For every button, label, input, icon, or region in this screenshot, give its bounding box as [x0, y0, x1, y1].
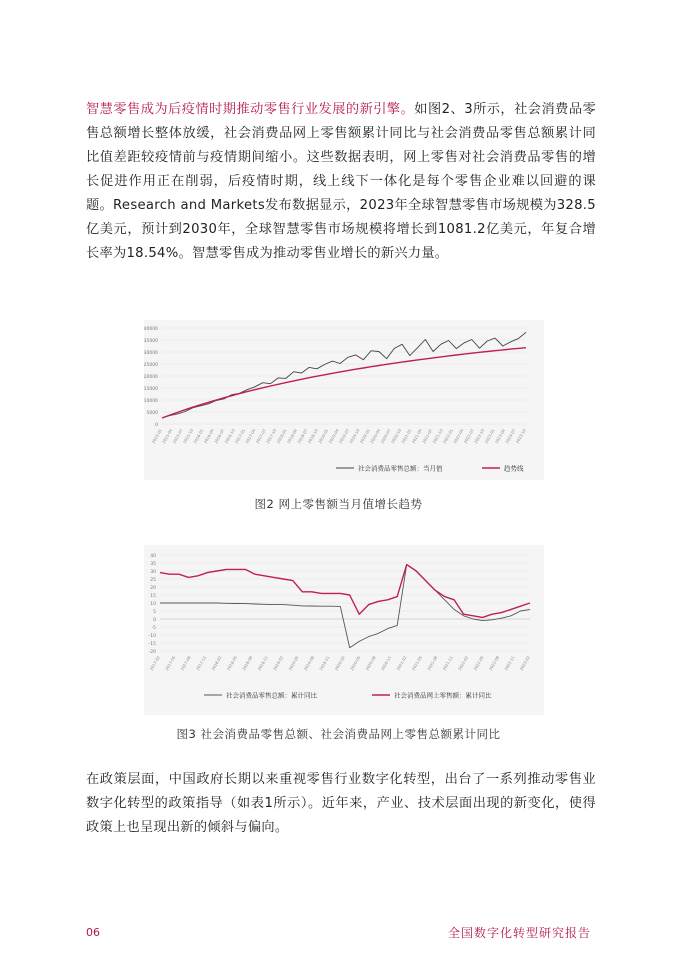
x-tick-label: 2023-04 — [493, 428, 507, 445]
y-tick-label: 0 — [153, 618, 156, 623]
y-tick-label: 40000 — [144, 327, 158, 332]
y-tick-label: -5 — [151, 626, 156, 631]
x-tick-label: 2015-10 — [181, 428, 195, 445]
y-tick-label: 25000 — [144, 363, 158, 368]
x-tick-label: 2017-08 — [179, 655, 192, 672]
policy-paragraph: 在政策层面，中国政府长期以来重视零售行业数字化转型，出台了一系列推动零售业数字化转型的政策指导（如表1所示）。近年来，产业、技术层面出现的新变化，使得政策上也呈现出新的倾斜与偏向。 — [86, 772, 596, 835]
x-tick-label: 2017-10 — [264, 428, 278, 445]
intro-body: 如图2、3所示，社会消费品零售总额增长整体放缓，社会消费品网上零售额累计同比与社会消费品零售总额累计同比值差距较疫情前与疫情期间缩小。这些数据表明，网上零售对社会消费品零售的增长促进作用正在削弱，后疫情时期，线上线下一体化是每个零售企业难以回避的课题。Research and Markets发布数据显示，2023年全球智慧零售市场规模为328.5亿美元，预计到2030年，全球智慧零售市场规模将增长到1081.2亿美元，年复合增长率为18.54%。智慧零售成为推动零售业增长的新兴力量。 — [86, 102, 596, 261]
x-tick-label: 2021-07 — [420, 428, 434, 445]
x-tick-label: 2023-10 — [514, 428, 527, 445]
x-tick-label: 2019-01 — [316, 428, 330, 445]
x-tick-label: 2020-07 — [379, 428, 392, 445]
x-tick-label: 2019-10 — [348, 428, 361, 445]
x-tick-label: 2015-04 — [160, 428, 174, 445]
chart-cumulative-yoy — [144, 545, 544, 715]
y-tick-label: 5 — [153, 610, 156, 615]
x-tick-label: 2020-08 — [364, 655, 377, 672]
x-tick-label: 2018-07 — [296, 428, 309, 445]
x-tick-label: 2019-11 — [318, 655, 331, 672]
x-tick-label: 2022-01 — [441, 428, 455, 445]
y-tick-label: 10000 — [144, 399, 158, 404]
series-line-2 — [160, 565, 530, 618]
y-tick-label: -15 — [148, 642, 156, 647]
x-tick-label: 2015-07 — [171, 428, 184, 445]
y-tick-label: 35 — [150, 562, 156, 567]
x-tick-label: 2019-07 — [337, 428, 351, 445]
x-tick-label: 2019-05 — [287, 655, 300, 672]
x-tick-label: 2021-10 — [431, 428, 444, 445]
x-tick-label: 2022-08 — [487, 655, 501, 672]
x-tick-label: 2018-02 — [210, 655, 223, 672]
y-tick-label: -20 — [148, 650, 156, 655]
x-tick-label: 2016-04 — [202, 428, 215, 445]
series-line-1 — [160, 565, 530, 648]
x-tick-label: 2017-11 — [194, 655, 208, 672]
y-tick-label: 30000 — [144, 351, 158, 356]
chart1-svg — [144, 320, 544, 480]
x-tick-label: 2020-11 — [379, 655, 393, 672]
y-tick-label: 20 — [150, 586, 156, 591]
intro-paragraph — [86, 98, 596, 266]
x-tick-label: 2017-04 — [244, 428, 257, 445]
footer-report-title: 全国数字化转型研究报告 — [447, 926, 591, 940]
legend-label: 社会消费品零售总额：累计同比 — [226, 691, 317, 700]
x-tick-label: 2017-05 — [164, 655, 177, 672]
legend-label: 趋势线 — [504, 464, 524, 473]
chart-online-retail-monthly — [144, 320, 544, 480]
y-tick-label: 10 — [150, 602, 156, 607]
x-tick-label: 2022-04 — [452, 428, 465, 445]
y-tick-label: 30 — [150, 570, 156, 575]
x-tick-label: 2022-05 — [472, 655, 485, 672]
y-tick-label: 20000 — [144, 375, 158, 380]
x-tick-label: 2016-07 — [212, 428, 226, 445]
y-tick-label: 5000 — [146, 411, 158, 416]
chart2-svg — [144, 545, 544, 715]
x-tick-label: 2018-08 — [241, 655, 254, 672]
x-tick-label: 2017-01 — [233, 428, 247, 445]
x-tick-label: 2023-02 — [518, 655, 531, 672]
x-tick-label: 2018-11 — [256, 655, 269, 672]
chart2-caption: 图3 社会消费品零售总额、社会消费品网上零售总额累计同比 — [176, 727, 501, 741]
x-tick-label: 2022-07 — [462, 428, 475, 445]
page-number: 06 — [86, 926, 100, 939]
x-tick-label: 2018-10 — [306, 428, 319, 445]
x-tick-label: 2020-04 — [368, 428, 382, 445]
x-tick-label: 2018-05 — [225, 655, 238, 672]
x-tick-label: 2017-02 — [148, 655, 161, 672]
x-tick-label: 2020-10 — [389, 428, 403, 445]
x-tick-label: 2022-10 — [472, 428, 486, 445]
x-tick-label: 2021-08 — [426, 655, 439, 672]
x-tick-label: 2022-02 — [456, 655, 470, 672]
x-tick-label: 2023-07 — [504, 428, 517, 445]
x-tick-label: 2020-01 — [358, 428, 371, 445]
intro-highlight: 智慧零售成为后疫情时期推动零售行业发展的新引擎。 — [86, 102, 415, 117]
x-tick-label: 2018-04 — [285, 428, 299, 445]
x-tick-label: 2020-02 — [333, 655, 346, 672]
x-tick-label: 2019-08 — [302, 655, 316, 672]
y-tick-label: 40 — [150, 554, 156, 559]
x-tick-label: 2021-01 — [400, 428, 413, 445]
x-tick-label: 2018-01 — [275, 428, 288, 445]
x-tick-label: 2021-04 — [410, 428, 423, 445]
x-tick-label: 2019-02 — [271, 655, 285, 672]
x-tick-label: 2016-10 — [223, 428, 236, 445]
chart1-caption: 图2 网上零售额当月值增长趋势 — [254, 497, 423, 511]
y-tick-label: 0 — [155, 423, 158, 428]
y-tick-label: 15000 — [144, 387, 158, 392]
series-line-1 — [162, 332, 526, 418]
x-tick-label: 2021-02 — [395, 655, 408, 672]
y-tick-label: 15 — [150, 594, 156, 599]
x-tick-label: 2021-11 — [441, 655, 454, 672]
x-tick-label: 2023-01 — [483, 428, 496, 445]
y-tick-label: 25 — [150, 578, 156, 583]
x-tick-label: 2015-01 — [150, 428, 163, 445]
x-tick-label: 2020-05 — [349, 655, 362, 672]
x-tick-label: 2022-11 — [503, 655, 516, 672]
series-line-2 — [162, 348, 526, 418]
x-tick-label: 2017-07 — [254, 428, 267, 445]
y-tick-label: -10 — [148, 634, 156, 639]
x-tick-label: 2021-05 — [410, 655, 423, 672]
legend-label: 社会消费品零售总额：当月值 — [358, 464, 443, 473]
y-tick-label: 35000 — [144, 339, 158, 344]
x-tick-label: 2019-04 — [327, 428, 340, 445]
x-tick-label: 2016-01 — [192, 428, 205, 445]
legend-label: 社会消费品网上零售额：累计同比 — [394, 691, 492, 700]
